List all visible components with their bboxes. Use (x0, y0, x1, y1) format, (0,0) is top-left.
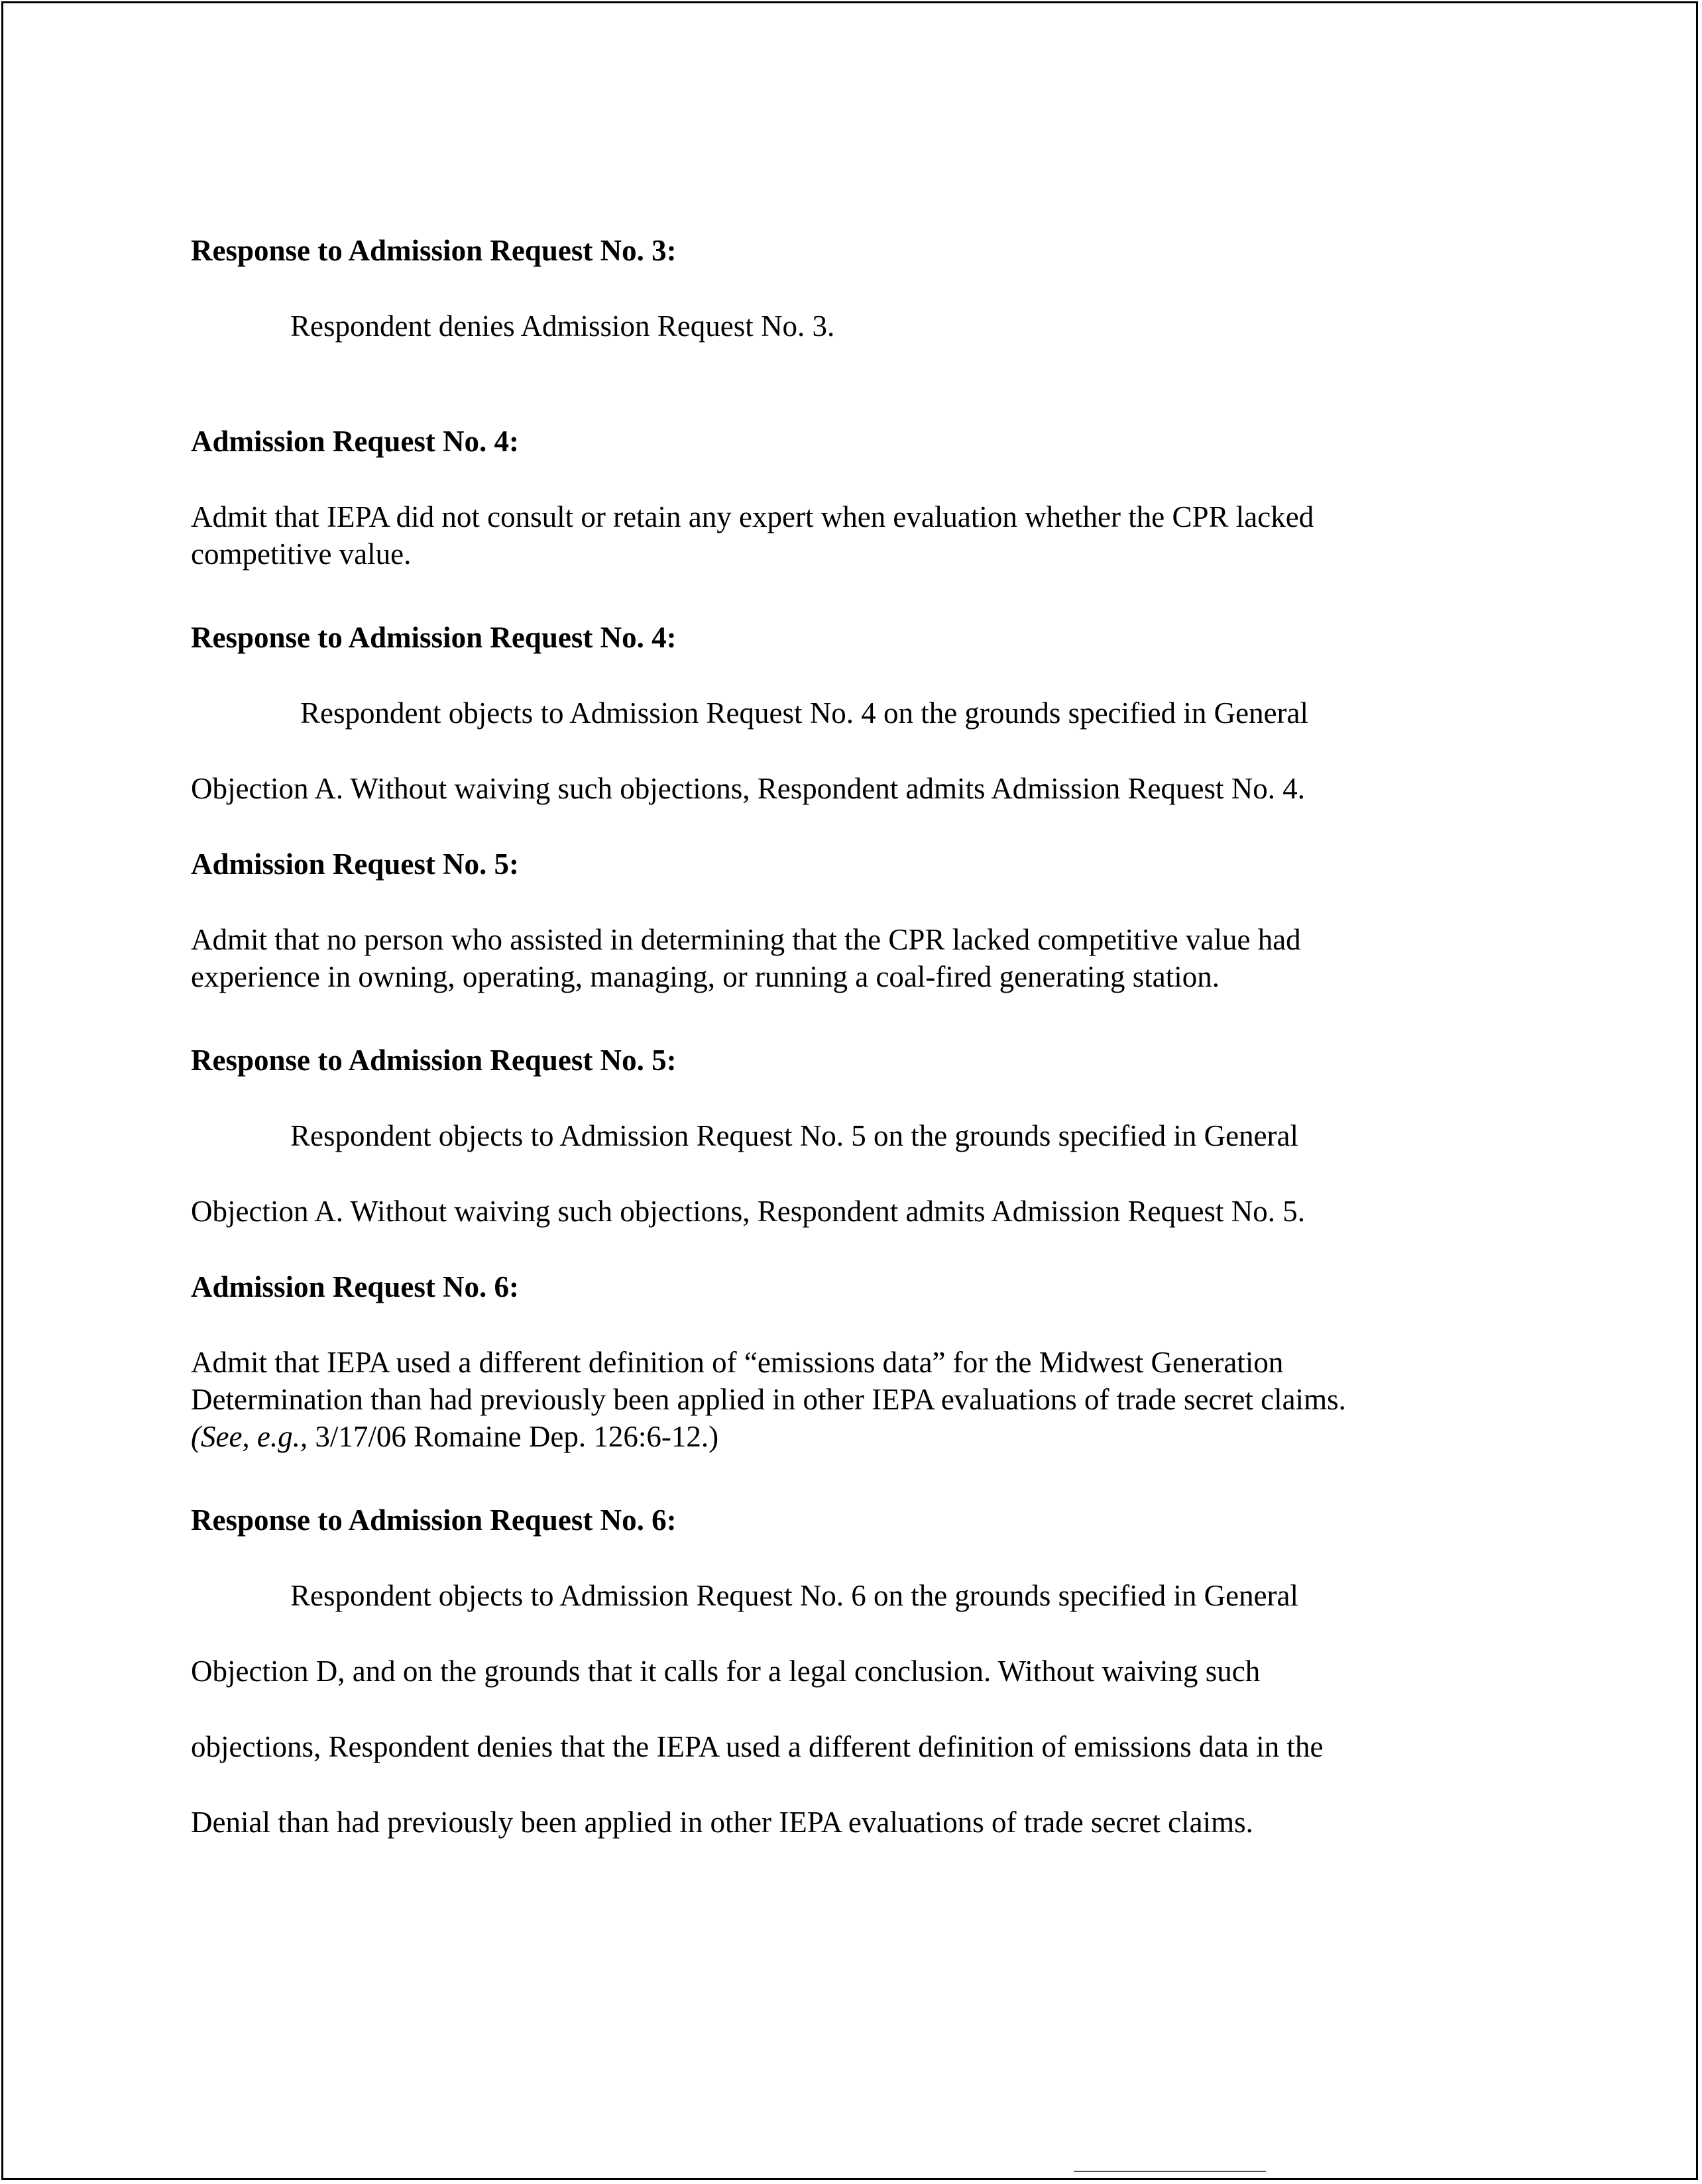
request-6-line-3 (191, 1418, 1490, 1455)
request-6-line-2: Determination than had previously been applied in other IEPA evaluations of trade secret claims. (191, 1383, 1346, 1416)
response-4-heading: Response to Admission Request No. 4: (191, 621, 677, 654)
request-6-heading: Admission Request No. 6: (191, 1270, 520, 1303)
document-body (191, 232, 1490, 1841)
response-5-line-1: Respondent objects to Admission Request No. 5 on the grounds specified in General (290, 1119, 1299, 1152)
response-6-line-4: Denial than had previously been applied in other IEPA evaluations of trade secret claims. (191, 1806, 1253, 1839)
response-5-heading: Response to Admission Request No. 5: (191, 1044, 677, 1077)
request-5-heading: Admission Request No. 5: (191, 847, 520, 881)
request-4-line-2: competitive value. (191, 537, 412, 571)
response-6-line-1: Respondent objects to Admission Request No. 6 on the grounds specified in General (290, 1579, 1299, 1612)
response-3-text: Respondent denies Admission Request No. 3. (290, 309, 835, 343)
response-3-heading: Response to Admission Request No. 3: (191, 234, 677, 267)
response-6-line-2: Objection D, and on the grounds that it calls for a legal conclusion. Without waiving such (191, 1655, 1261, 1688)
request-5-line-1: Admit that no person who assisted in determining that the CPR lacked competitive value had (191, 923, 1301, 956)
citation-text: 3/17/06 Romaine Dep. 126:6-12.) (308, 1420, 719, 1453)
response-5-line-2: Objection A. Without waiving such objections, Respondent admits Admission Request No. 5. (191, 1195, 1305, 1228)
response-6-heading: Response to Admission Request No. 6: (191, 1503, 677, 1537)
request-4-heading: Admission Request No. 4: (191, 425, 520, 458)
request-5-line-2: experience in owning, operating, managing, or running a coal-fired generating station. (191, 960, 1220, 993)
response-4-line-1: Respondent objects to Admission Request No. 4 on the grounds specified in General (300, 696, 1309, 730)
response-6-line-3: objections, Respondent denies that the IEPA used a different definition of emissions data in the (191, 1730, 1324, 1763)
bottom-rule (1074, 2171, 1266, 2172)
request-6-line-1: Admit that IEPA used a different definition of “emissions data” for the Midwest Generation (191, 1346, 1284, 1379)
citation-signal: (See, e.g., (191, 1420, 308, 1453)
response-4-line-2: Objection A. Without waiving such objections, Respondent admits Admission Request No. 4. (191, 772, 1305, 805)
request-4-line-1: Admit that IEPA did not consult or retain any expert when evaluation whether the CPR lacked (191, 500, 1314, 533)
